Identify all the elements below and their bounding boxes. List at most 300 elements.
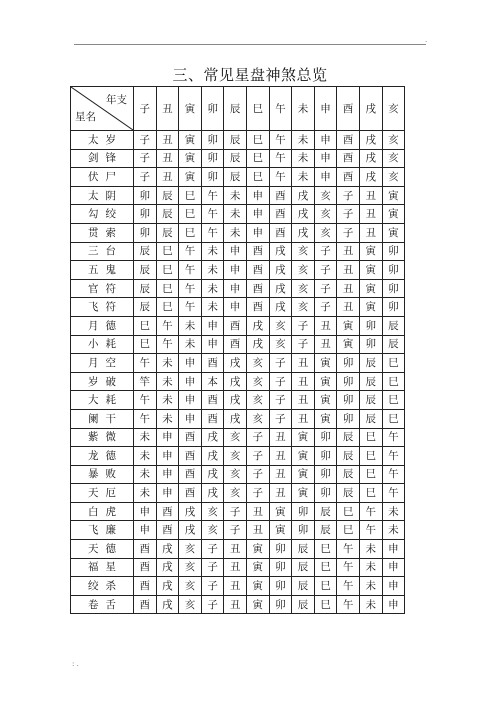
branch-cell: 卯 bbox=[382, 261, 405, 280]
branch-cell: 寅 bbox=[314, 391, 337, 410]
branch-cell: 未 bbox=[359, 558, 382, 577]
branch-cell: 未 bbox=[201, 298, 224, 317]
branch-cell: 亥 bbox=[246, 391, 269, 410]
branch-cell: 辰 bbox=[224, 149, 247, 168]
branch-cell: 亥 bbox=[382, 168, 405, 187]
branch-cell: 未 bbox=[201, 261, 224, 280]
branch-cell: 亥 bbox=[314, 223, 337, 242]
branch-cell: 亥 bbox=[292, 298, 315, 317]
branch-cell: 戌 bbox=[246, 316, 269, 335]
branch-cell: 亥 bbox=[269, 316, 292, 335]
branch-cell: 申 bbox=[382, 595, 405, 614]
branch-cell: 戌 bbox=[224, 409, 247, 428]
branch-cell: 巳 bbox=[382, 391, 405, 410]
branch-cell: 卯 bbox=[292, 521, 315, 540]
branch-cell: 子 bbox=[246, 465, 269, 484]
star-name-cell: 大耗 bbox=[71, 391, 134, 410]
branch-cell: 丑 bbox=[359, 223, 382, 242]
table-row bbox=[71, 502, 405, 521]
branch-cell: 申 bbox=[179, 391, 202, 410]
branch-cell: 戌 bbox=[201, 465, 224, 484]
branch-cell: 子 bbox=[292, 335, 315, 354]
branch-cell: 酉 bbox=[246, 261, 269, 280]
branch-cell: 午 bbox=[359, 502, 382, 521]
branch-cell: 酉 bbox=[337, 131, 360, 150]
branch-cell: 辰 bbox=[382, 335, 405, 354]
branch-cell: 子 bbox=[269, 391, 292, 410]
column-header: 亥 bbox=[382, 87, 405, 131]
branch-cell: 申 bbox=[201, 316, 224, 335]
branch-cell: 寅 bbox=[246, 595, 269, 614]
branch-cell: 未 bbox=[224, 186, 247, 205]
branch-cell: 午 bbox=[269, 149, 292, 168]
branch-cell: 申 bbox=[246, 223, 269, 242]
branch-cell: 酉 bbox=[224, 335, 247, 354]
branch-cell: 酉 bbox=[246, 279, 269, 298]
star-name-cell: 太阴 bbox=[71, 186, 134, 205]
branch-cell: 申 bbox=[382, 577, 405, 596]
branch-cell: 申 bbox=[179, 372, 202, 391]
branch-cell: 亥 bbox=[179, 540, 202, 559]
branch-cell: 丑 bbox=[224, 558, 247, 577]
branch-cell: 卯 bbox=[382, 298, 405, 317]
branch-cell: 午 bbox=[269, 131, 292, 150]
branch-cell: 午 bbox=[156, 335, 179, 354]
branch-cell: 未 bbox=[134, 447, 157, 466]
branch-cell: 寅 bbox=[337, 316, 360, 335]
corner-label-star-name: 星名 bbox=[75, 111, 96, 123]
branch-cell: 巳 bbox=[382, 372, 405, 391]
branch-cell: 寅 bbox=[246, 558, 269, 577]
branch-cell: 戌 bbox=[156, 577, 179, 596]
page-title: 三、常见星盘神煞总览 bbox=[172, 66, 328, 84]
branch-cell: 午 bbox=[179, 242, 202, 261]
header-rule bbox=[74, 44, 426, 45]
branch-cell: 辰 bbox=[134, 261, 157, 280]
column-header: 寅 bbox=[179, 87, 202, 131]
branch-cell: 寅 bbox=[179, 131, 202, 150]
branch-cell: 午 bbox=[382, 484, 405, 503]
branch-cell: 辰 bbox=[224, 168, 247, 187]
branch-cell: 巳 bbox=[134, 316, 157, 335]
branch-cell: 未 bbox=[382, 521, 405, 540]
branch-cell: 申 bbox=[156, 447, 179, 466]
branch-cell: 酉 bbox=[134, 558, 157, 577]
branch-cell: 子 bbox=[201, 577, 224, 596]
branch-cell: 卯 bbox=[201, 168, 224, 187]
branch-cell: 卯 bbox=[359, 335, 382, 354]
corner-label-year-branch: 年支 bbox=[106, 94, 127, 106]
branch-cell: 子 bbox=[224, 502, 247, 521]
table-row bbox=[71, 372, 405, 391]
branch-cell: 亥 bbox=[201, 502, 224, 521]
star-name-cell: 白虎 bbox=[71, 502, 134, 521]
branch-cell: 未 bbox=[156, 409, 179, 428]
branch-cell: 寅 bbox=[314, 409, 337, 428]
branch-cell: 酉 bbox=[201, 409, 224, 428]
branch-cell: 丑 bbox=[156, 149, 179, 168]
branch-cell: 寅 bbox=[382, 186, 405, 205]
star-name-cell: 太岁 bbox=[71, 131, 134, 150]
branch-cell: 亥 bbox=[246, 372, 269, 391]
branch-cell: 子 bbox=[337, 205, 360, 224]
branch-cell: 卯 bbox=[337, 354, 360, 373]
branch-cell: 酉 bbox=[134, 577, 157, 596]
branch-cell: 申 bbox=[224, 242, 247, 261]
branch-cell: 卯 bbox=[314, 465, 337, 484]
table-row bbox=[71, 316, 405, 335]
branch-cell: 寅 bbox=[292, 447, 315, 466]
branch-cell: 申 bbox=[201, 335, 224, 354]
branch-cell: 午 bbox=[201, 205, 224, 224]
branch-cell: 午 bbox=[382, 447, 405, 466]
branch-cell: 寅 bbox=[314, 372, 337, 391]
branch-cell: 丑 bbox=[337, 279, 360, 298]
branch-cell: 戌 bbox=[201, 484, 224, 503]
branch-cell: 未 bbox=[382, 502, 405, 521]
branch-cell: 卯 bbox=[314, 428, 337, 447]
table-row bbox=[71, 484, 405, 503]
table-row bbox=[71, 558, 405, 577]
branch-cell: 巳 bbox=[156, 261, 179, 280]
branch-cell: 子 bbox=[201, 540, 224, 559]
branch-cell: 寅 bbox=[314, 354, 337, 373]
branch-cell: 子 bbox=[314, 279, 337, 298]
branch-cell: 亥 bbox=[224, 428, 247, 447]
branch-cell: 卯 bbox=[337, 372, 360, 391]
branch-cell: 酉 bbox=[269, 205, 292, 224]
branch-cell: 戌 bbox=[269, 298, 292, 317]
branch-cell: 未 bbox=[156, 372, 179, 391]
star-name-cell: 绞杀 bbox=[71, 577, 134, 596]
branch-cell: 辰 bbox=[314, 521, 337, 540]
branch-cell: 寅 bbox=[292, 465, 315, 484]
star-name-cell: 岁破 bbox=[71, 372, 134, 391]
branch-cell: 午 bbox=[382, 428, 405, 447]
branch-cell: 丑 bbox=[269, 465, 292, 484]
star-name-cell: 剑锋 bbox=[71, 149, 134, 168]
branch-cell: 亥 bbox=[179, 595, 202, 614]
branch-cell: 午 bbox=[337, 577, 360, 596]
branch-cell: 辰 bbox=[134, 279, 157, 298]
branch-cell: 寅 bbox=[382, 223, 405, 242]
branch-cell: 酉 bbox=[134, 540, 157, 559]
branch-cell: 子 bbox=[246, 484, 269, 503]
table-row bbox=[71, 279, 405, 298]
branch-cell: 丑 bbox=[292, 372, 315, 391]
branch-cell: 辰 bbox=[337, 465, 360, 484]
branch-cell: 酉 bbox=[269, 186, 292, 205]
branch-cell: 未 bbox=[224, 223, 247, 242]
branch-cell: 子 bbox=[269, 372, 292, 391]
branch-cell: 未 bbox=[359, 540, 382, 559]
branch-cell: 申 bbox=[224, 298, 247, 317]
branch-cell: 巳 bbox=[337, 521, 360, 540]
branch-cell: 亥 bbox=[292, 242, 315, 261]
table-body bbox=[71, 131, 405, 614]
table-row bbox=[71, 186, 405, 205]
branch-cell: 辰 bbox=[156, 205, 179, 224]
branch-cell: 申 bbox=[224, 261, 247, 280]
branch-cell: 未 bbox=[292, 131, 315, 150]
branch-cell: 申 bbox=[314, 149, 337, 168]
branch-cell: 子 bbox=[314, 298, 337, 317]
branch-cell: 戌 bbox=[269, 261, 292, 280]
branch-cell: 卯 bbox=[134, 223, 157, 242]
branch-cell: 巳 bbox=[246, 131, 269, 150]
branch-cell: 亥 bbox=[246, 409, 269, 428]
star-name-cell: 官符 bbox=[71, 279, 134, 298]
branch-cell: 卯 bbox=[314, 447, 337, 466]
branch-cell: 申 bbox=[224, 279, 247, 298]
branch-cell: 丑 bbox=[156, 131, 179, 150]
table-row bbox=[71, 205, 405, 224]
branch-cell: 丑 bbox=[314, 335, 337, 354]
column-header: 未 bbox=[292, 87, 315, 131]
branch-cell: 巳 bbox=[156, 298, 179, 317]
branch-cell: 巳 bbox=[246, 168, 269, 187]
branch-cell: 巳 bbox=[134, 335, 157, 354]
branch-cell: 丑 bbox=[359, 205, 382, 224]
branch-cell: 戌 bbox=[224, 391, 247, 410]
branch-cell: 卯 bbox=[337, 391, 360, 410]
branch-cell: 寅 bbox=[337, 335, 360, 354]
branch-cell: 丑 bbox=[224, 577, 247, 596]
table-row bbox=[71, 409, 405, 428]
branch-cell: 申 bbox=[179, 409, 202, 428]
branch-cell: 酉 bbox=[269, 223, 292, 242]
branch-cell: 巳 bbox=[359, 447, 382, 466]
branch-cell: 巳 bbox=[179, 186, 202, 205]
branch-cell: 卯 bbox=[269, 558, 292, 577]
branch-cell: 丑 bbox=[337, 298, 360, 317]
branch-cell: 亥 bbox=[224, 447, 247, 466]
star-name-cell: 飞廉 bbox=[71, 521, 134, 540]
branch-cell: 申 bbox=[156, 465, 179, 484]
branch-cell: 戌 bbox=[156, 595, 179, 614]
branch-cell: 丑 bbox=[292, 354, 315, 373]
branch-cell: 午 bbox=[337, 595, 360, 614]
branch-cell: 丑 bbox=[292, 409, 315, 428]
branch-cell: 辰 bbox=[337, 428, 360, 447]
branch-cell: 辰 bbox=[359, 391, 382, 410]
star-name-cell: 天德 bbox=[71, 540, 134, 559]
branch-cell: 酉 bbox=[337, 149, 360, 168]
branch-cell: 卯 bbox=[134, 205, 157, 224]
branch-cell: 寅 bbox=[179, 149, 202, 168]
branch-cell: 亥 bbox=[246, 354, 269, 373]
branch-cell: 辰 bbox=[359, 372, 382, 391]
branch-cell: 子 bbox=[246, 428, 269, 447]
branch-cell: 戌 bbox=[156, 540, 179, 559]
branch-cell: 亥 bbox=[179, 577, 202, 596]
branch-cell: 午 bbox=[134, 354, 157, 373]
column-header: 戌 bbox=[359, 87, 382, 131]
branch-cell: 巳 bbox=[382, 354, 405, 373]
branch-cell: 辰 bbox=[359, 354, 382, 373]
branch-cell: 申 bbox=[246, 186, 269, 205]
branch-cell: 巳 bbox=[314, 558, 337, 577]
branch-cell: 申 bbox=[134, 502, 157, 521]
branch-cell: 戌 bbox=[224, 354, 247, 373]
branch-cell: 寅 bbox=[359, 279, 382, 298]
column-header: 丑 bbox=[156, 87, 179, 131]
branch-cell: 未 bbox=[292, 149, 315, 168]
branch-cell: 午 bbox=[359, 521, 382, 540]
branch-cell: 卯 bbox=[269, 540, 292, 559]
star-name-cell: 五鬼 bbox=[71, 261, 134, 280]
table-row bbox=[71, 131, 405, 150]
branch-cell: 子 bbox=[269, 409, 292, 428]
branch-cell: 巳 bbox=[359, 465, 382, 484]
branch-cell: 午 bbox=[201, 186, 224, 205]
branch-cell: 寅 bbox=[382, 205, 405, 224]
branch-cell: 未 bbox=[179, 335, 202, 354]
table-row bbox=[71, 391, 405, 410]
header-mark: . bbox=[425, 36, 428, 44]
branch-cell: 子 bbox=[314, 261, 337, 280]
branch-cell: 子 bbox=[246, 447, 269, 466]
branch-cell: 未 bbox=[134, 484, 157, 503]
branch-cell: 子 bbox=[337, 186, 360, 205]
branch-cell: 戌 bbox=[179, 502, 202, 521]
branch-cell: 本 bbox=[201, 372, 224, 391]
star-name-cell: 卷舌 bbox=[71, 595, 134, 614]
branch-cell: 子 bbox=[224, 521, 247, 540]
branch-cell: 申 bbox=[382, 558, 405, 577]
branch-cell: 酉 bbox=[179, 465, 202, 484]
branch-cell: 寅 bbox=[269, 502, 292, 521]
branch-cell: 子 bbox=[134, 149, 157, 168]
branch-cell: 卯 bbox=[314, 484, 337, 503]
star-name-cell: 飞符 bbox=[71, 298, 134, 317]
branch-cell: 辰 bbox=[134, 242, 157, 261]
branch-cell: 丑 bbox=[246, 521, 269, 540]
star-name-cell: 月空 bbox=[71, 354, 134, 373]
star-name-cell: 暴败 bbox=[71, 465, 134, 484]
branch-cell: 子 bbox=[314, 242, 337, 261]
branch-cell: 酉 bbox=[246, 298, 269, 317]
branch-cell: 丑 bbox=[337, 242, 360, 261]
branch-cell: 子 bbox=[134, 168, 157, 187]
branch-cell: 戌 bbox=[292, 205, 315, 224]
branch-cell: 午 bbox=[269, 168, 292, 187]
branch-cell: 申 bbox=[134, 521, 157, 540]
branch-cell: 未 bbox=[156, 354, 179, 373]
branch-cell: 辰 bbox=[156, 186, 179, 205]
branch-cell: 辰 bbox=[134, 298, 157, 317]
branch-cell: 午 bbox=[201, 223, 224, 242]
table-row bbox=[71, 168, 405, 187]
branch-cell: 午 bbox=[337, 540, 360, 559]
branch-cell: 午 bbox=[179, 261, 202, 280]
branch-cell: 亥 bbox=[292, 279, 315, 298]
footer-mark: : . bbox=[72, 660, 79, 668]
branch-cell: 午 bbox=[382, 465, 405, 484]
table-row bbox=[71, 223, 405, 242]
branch-cell: 巳 bbox=[314, 595, 337, 614]
branch-cell: 卯 bbox=[134, 186, 157, 205]
branch-cell: 午 bbox=[179, 279, 202, 298]
branch-cell: 亥 bbox=[224, 484, 247, 503]
branch-cell: 寅 bbox=[292, 484, 315, 503]
star-name-cell: 伏尸 bbox=[71, 168, 134, 187]
branch-cell: 酉 bbox=[134, 595, 157, 614]
branch-cell: 亥 bbox=[314, 205, 337, 224]
branch-cell: 酉 bbox=[179, 428, 202, 447]
branch-cell: 辰 bbox=[337, 484, 360, 503]
branch-cell: 午 bbox=[134, 409, 157, 428]
branch-cell: 戌 bbox=[359, 168, 382, 187]
branch-cell: 未 bbox=[201, 242, 224, 261]
branch-cell: 戌 bbox=[224, 372, 247, 391]
branch-cell: 丑 bbox=[224, 595, 247, 614]
branch-cell: 未 bbox=[134, 428, 157, 447]
table-row bbox=[71, 428, 405, 447]
branch-cell: 酉 bbox=[246, 242, 269, 261]
branch-cell: 未 bbox=[359, 577, 382, 596]
branch-cell: 寅 bbox=[359, 298, 382, 317]
star-name-cell: 阑干 bbox=[71, 409, 134, 428]
branch-cell: 戌 bbox=[269, 279, 292, 298]
branch-cell: 辰 bbox=[292, 558, 315, 577]
branch-cell: 戌 bbox=[156, 558, 179, 577]
branch-cell: 亥 bbox=[382, 131, 405, 150]
column-header: 申 bbox=[314, 87, 337, 131]
branch-cell: 卯 bbox=[201, 149, 224, 168]
star-name-cell: 月德 bbox=[71, 316, 134, 335]
branch-cell: 戌 bbox=[359, 149, 382, 168]
branch-cell: 子 bbox=[201, 558, 224, 577]
branch-cell: 酉 bbox=[179, 484, 202, 503]
branch-cell: 丑 bbox=[269, 428, 292, 447]
star-name-cell: 龙德 bbox=[71, 447, 134, 466]
branch-cell: 亥 bbox=[382, 149, 405, 168]
branch-cell: 巳 bbox=[382, 409, 405, 428]
branch-cell: 亥 bbox=[292, 261, 315, 280]
column-header: 子 bbox=[134, 87, 157, 131]
branch-cell: 申 bbox=[314, 168, 337, 187]
column-header: 酉 bbox=[337, 87, 360, 131]
branch-cell: 子 bbox=[269, 354, 292, 373]
branch-cell: 辰 bbox=[382, 316, 405, 335]
star-name-cell: 贯索 bbox=[71, 223, 134, 242]
branch-cell: 亥 bbox=[314, 186, 337, 205]
branch-cell: 卯 bbox=[382, 279, 405, 298]
branch-cell: 卯 bbox=[201, 131, 224, 150]
branch-cell: 巳 bbox=[314, 577, 337, 596]
branch-cell: 子 bbox=[337, 223, 360, 242]
table-row bbox=[71, 465, 405, 484]
branch-cell: 未 bbox=[134, 465, 157, 484]
branch-cell: 申 bbox=[314, 131, 337, 150]
branch-cell: 巳 bbox=[156, 279, 179, 298]
branch-cell: 卯 bbox=[292, 502, 315, 521]
branch-cell: 酉 bbox=[337, 168, 360, 187]
branch-cell: 巳 bbox=[359, 484, 382, 503]
branch-cell: 亥 bbox=[269, 335, 292, 354]
branch-cell: 戌 bbox=[179, 521, 202, 540]
branch-cell: 辰 bbox=[156, 223, 179, 242]
branch-cell: 卯 bbox=[337, 409, 360, 428]
branch-cell: 酉 bbox=[201, 391, 224, 410]
branch-cell: 卯 bbox=[269, 595, 292, 614]
branch-cell: 戌 bbox=[269, 242, 292, 261]
branch-cell: 戌 bbox=[201, 428, 224, 447]
branch-cell: 戌 bbox=[359, 131, 382, 150]
branch-cell: 申 bbox=[382, 540, 405, 559]
branch-cell: 酉 bbox=[156, 502, 179, 521]
